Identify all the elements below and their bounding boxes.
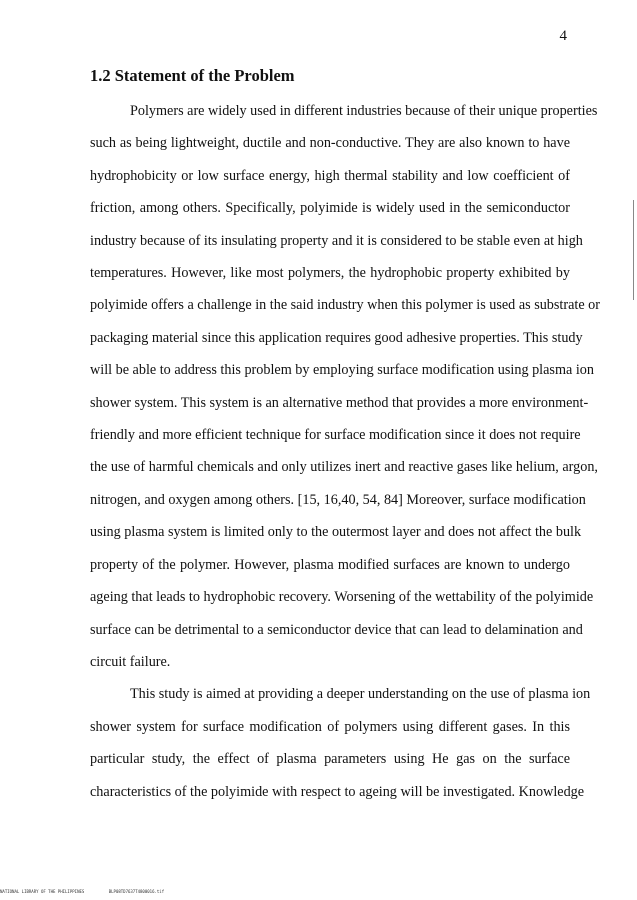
paragraph-2 <box>90 678 591 808</box>
text-line: shower system for surface modification of polymers using different gases. In this <box>90 718 570 735</box>
text-line: the use of harmful chemicals and only utilizes inert and reactive gases like helium, argon, <box>90 459 598 476</box>
text-line: nitrogen, and oxygen among others. [15, 16,40, 54, 84] Moreover, surface modification <box>90 491 586 508</box>
text-line: friendly and more efficient technique for surface modification since it does not require <box>90 427 581 444</box>
text-line: industry because of its insulating property and it is considered to be stable even at high <box>90 232 583 249</box>
body-text <box>90 95 600 808</box>
text-line: ageing that leads to hydrophobic recovery. Worsening of the wettability of the polyimide <box>90 589 594 606</box>
scan-edge-mark <box>633 200 634 300</box>
footer-library: NATIONAL LIBRARY OF THE PHILIPPINES <box>0 889 85 894</box>
section-heading: 1.2 Statement of the Problem <box>90 66 295 85</box>
text-line: friction, among others. Specifically, polyimide is widely used in the semiconductor <box>90 200 570 217</box>
page-number: 4 <box>559 28 567 44</box>
text-line: This study is aimed at providing a deeper understanding on the use of plasma ion <box>130 686 591 703</box>
text-line: temperatures. However, like most polymers, the hydrophobic property exhibited by <box>90 265 570 282</box>
text-line: using plasma system is limited only to the outermost layer and does not affect the bulk <box>90 524 582 541</box>
text-line: Polymers are widely used in different industries because of their unique properties <box>130 103 598 119</box>
text-line: such as being lightweight, ductile and non-conductive. They are also known to have <box>90 135 570 152</box>
text-line: characteristics of the polyimide with respect to ageing will be investigated. Knowledge <box>90 783 585 800</box>
paragraph-1 <box>90 95 600 678</box>
text-line: surface can be detrimental to a semiconductor device that can lead to delamination and <box>90 621 583 638</box>
text-line: packaging material since this application requires good adhesive properties. This study <box>90 329 583 346</box>
text-line: will be able to address this problem by employing surface modification using plasma ion <box>90 362 594 379</box>
footer-file-code: BLP08TD7637T4800016.tif <box>108 889 165 894</box>
text-line: polyimide offers a challenge in the said industry when this polymer is used as substrate or <box>90 297 600 314</box>
scan-footer <box>0 889 186 894</box>
text-line: particular study, the effect of plasma parameters using He gas on the surface <box>90 751 570 768</box>
text-line: shower system. This system is an alternative method that provides a more environment- <box>90 394 589 411</box>
text-line: hydrophobicity or low surface energy, high thermal stability and low coefficient of <box>90 167 570 184</box>
text-line: circuit failure. <box>90 653 171 670</box>
text-line: property of the polymer. However, plasma modified surfaces are known to undergo <box>90 556 570 573</box>
